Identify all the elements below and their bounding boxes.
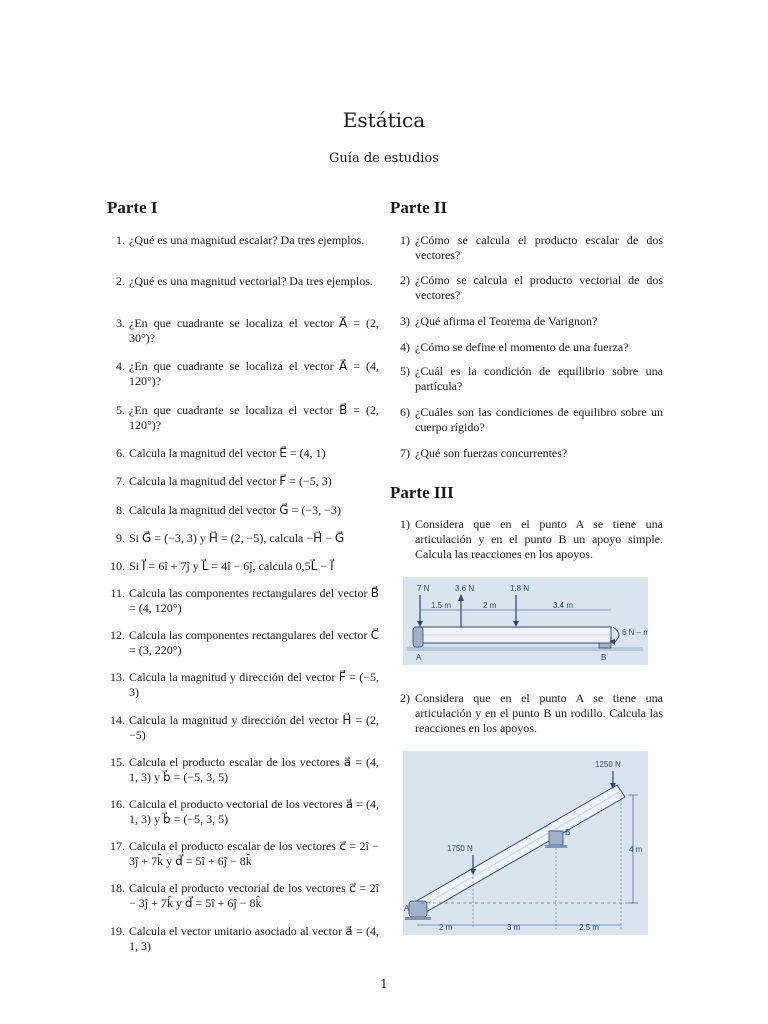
distance-label: 3.4 m [553, 601, 574, 610]
item-text: Calcula el producto escalar de los vectores a⃗ = (4, 1, 3) y b⃗ = (−5, 3, 5) [129, 755, 379, 784]
item-text: Calcula la magnitud y dirección del vector F⃗ = (−5, 3) [129, 670, 379, 699]
item-text: Calcula la magnitud del vector F⃗ = (−5, 3) [129, 474, 332, 488]
document-subtitle: Guía de estudios [329, 151, 439, 166]
item-text: Calcula las componentes rectangulares del vector C⃗ = (3, 220°) [129, 628, 379, 657]
simple-support-icon [599, 643, 611, 648]
item-number: 15. [110, 755, 125, 769]
point-label: A [416, 653, 422, 662]
item-number: 10. [110, 559, 125, 573]
item-number: 18. [110, 881, 125, 895]
item-number: 12. [110, 628, 125, 642]
force-label: 1.8 N [510, 584, 530, 593]
item-number: 2) [400, 273, 410, 287]
item-text: Considera que en el punto A se tiene una articulación y en el punto B un apoyo simple. Calcula las reacciones en los apoyos. [415, 517, 663, 561]
force-label: 1750 N [447, 844, 473, 853]
item-text: Calcula el producto escalar de los vectores c⃗ = 2î − 3ĵ + 7k̂ y d⃗ = 5î + 6ĵ − 8k̂ [129, 839, 379, 868]
item-text: Si G⃗ = (−3, 3) y H⃗ = (2, −5), calcula −H⃗ − G⃗ [129, 531, 345, 545]
point-label: B [601, 653, 607, 662]
height-label: 4 m [629, 845, 643, 854]
force-label: 7 N [417, 584, 430, 593]
item-text: ¿Qué son fuerzas concurrentes? [415, 446, 568, 460]
item-number: 2) [400, 691, 410, 705]
item-text: Calcula el producto vectorial de los vectores a⃗ = (4, 1, 3) y b⃗ = (−5, 3, 5) [129, 797, 379, 826]
item-number: 6. [116, 446, 125, 460]
item-number: 3. [116, 316, 125, 330]
item-text: ¿Cómo se define el momento de una fuerza? [415, 340, 629, 354]
arrow-up-icon [458, 594, 464, 601]
part1-heading: Parte I [107, 198, 158, 217]
item-number: 3) [400, 314, 410, 328]
item-number: 13. [110, 670, 125, 684]
item-text: Calcula la magnitud del vector G⃗ = (−3, −3) [129, 503, 341, 517]
item-text: ¿Cuál es la condición de equilibrio sobre una partícula? [415, 364, 663, 393]
arrow-down-icon [513, 621, 519, 627]
item-number: 11. [110, 586, 125, 600]
force-label: 3.6 N [455, 584, 475, 593]
item-text: ¿Cómo se calcula el producto vectorial de dos vectores? [415, 273, 663, 302]
distance-label: 2 m [439, 923, 453, 932]
item-number: 14. [110, 713, 125, 727]
item-text: Calcula el producto vectorial de los vectores c⃗ = 2î − 3ĵ + 7k̂ y d⃗ = 5î + 6ĵ − 8k̂ [129, 881, 379, 910]
arrow-down-icon [417, 621, 423, 627]
item-text: ¿Qué es una magnitud vectorial? Da tres ejemplos. [129, 274, 373, 288]
item-text: Considera que en el punto A se tiene una articulación y en el punto B un rodillo. Calcula las reacciones en los apoyos. [415, 691, 663, 735]
moment-label: 6 N – m [622, 628, 648, 637]
distance-label: 2.5 m [579, 923, 600, 932]
item-text: ¿Cuáles son las condiciones de equilibro sobre un cuerpo rígido? [415, 405, 663, 434]
item-text: ¿Cómo se calcula el producto escalar de dos vectores? [415, 233, 663, 262]
item-text: ¿Qué es una magnitud escalar? Da tres ejemplos. [129, 233, 365, 247]
item-number: 1) [400, 233, 410, 247]
item-number: 8. [116, 503, 125, 517]
distance-label: 2 m [483, 601, 497, 610]
item-text: ¿En que cuadrante se localiza el vector A⃗ = (2, 30°)? [129, 316, 379, 345]
distance-label: 1.5 m [431, 601, 452, 610]
item-number: 5. [116, 403, 125, 417]
item-text: ¿En que cuadrante se localiza el vector B⃗ = (2, 120°)? [129, 403, 379, 432]
roller-support-icon [549, 831, 563, 845]
point-label: A [404, 904, 410, 913]
pin-support-icon [409, 901, 427, 917]
item-number: 4. [116, 359, 125, 373]
item-text: Si I⃗ = 6î + 7ĵ y L⃗ = 4î − 6ĵ, calcula 0,5L⃗ − I⃗ [129, 559, 334, 573]
item-number: 9. [116, 531, 125, 545]
item-text: Calcula el vector unitario asociado al vector a⃗ = (4, 1, 3) [129, 924, 379, 953]
item-number: 17. [110, 839, 125, 853]
item-text: Calcula la magnitud y dirección del vector H⃗ = (2, −5) [129, 713, 379, 742]
item-number: 1) [400, 517, 410, 531]
item-number: 7. [116, 474, 125, 488]
item-number: 5) [400, 364, 410, 378]
item-number: 16. [110, 797, 125, 811]
item-text: ¿En que cuadrante se localiza el vector A⃗ = (4, 120°)? [129, 359, 379, 388]
item-number: 19. [110, 924, 125, 938]
item-text: Calcula las componentes rectangulares del vector B⃗ = (4, 120°) [129, 586, 379, 615]
document-title: Estática [342, 108, 426, 132]
part2-heading: Parte II [390, 198, 448, 217]
item-number: 6) [400, 405, 410, 419]
item-number: 1. [116, 233, 125, 247]
point-label: B [565, 828, 571, 837]
figure-inclined-beam [403, 751, 648, 935]
item-number: 7) [400, 446, 410, 460]
page-number: 1 [380, 977, 388, 991]
part3-heading: Parte III [390, 483, 454, 502]
item-number: 4) [400, 340, 410, 354]
item-number: 2. [116, 274, 125, 288]
pin-support-icon [413, 627, 423, 647]
item-text: Calcula la magnitud del vector E⃗ = (4, 1) [129, 446, 326, 460]
item-text: ¿Qué afirma el Teorema de Varignon? [415, 314, 598, 328]
figure-beam-simple [403, 577, 648, 665]
force-label: 1250 N [595, 760, 621, 769]
distance-label: 3 m [507, 923, 521, 932]
